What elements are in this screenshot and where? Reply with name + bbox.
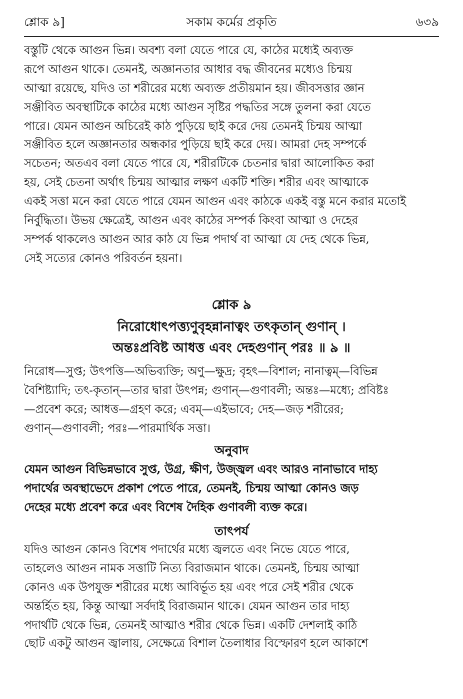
paragraph-line: সচেতন; অতএব বলা যেতে পারে যে, শরীরটিকে চেতনার দ্বারা আলোকিত করা bbox=[24, 157, 375, 171]
purport-line: ছোট একটু আগুন জ্বালায়, সেক্ষেত্রে বিশাল তৈলাধার বিস্ফোরণ হলে আকাশে bbox=[24, 637, 369, 651]
paragraph-line: হয়, সেই চেতনা অর্থাৎ চিন্ময় আত্মার লক্ষণ একটি শক্তি। শরীর এবং আত্মাকে bbox=[24, 176, 369, 190]
paragraph-line: পারে। যেমন আগুন অচিরেই কাঠ পুড়িয়ে ছাই করে দেয় তেমনই চিন্ময় আত্মা bbox=[24, 119, 363, 133]
page-number: ৬৩৯ bbox=[415, 15, 439, 29]
purport-heading: তাৎপর্য bbox=[214, 524, 249, 538]
synonyms-paragraph bbox=[24, 363, 439, 439]
purport-line: কোনও এক উপযুক্ত শরীরের মধ্যে আবির্ভূত হয় এবং পরে সেই শরীর থেকে bbox=[24, 580, 354, 594]
paragraph-line: একই সত্তা মনে করা যেতে পারে যেমন আগুন এবং কাঠকে একই বস্তু মনে করার মতোই bbox=[24, 195, 407, 209]
purport-paragraph bbox=[24, 541, 439, 654]
paragraph-line: সঞ্জীবিত অবস্থাটিকে কাঠের মধ্যে আগুন সৃষ্টির পদ্ধতির সঙ্গে তুলনা করা যেতে bbox=[24, 100, 371, 114]
translation-heading: অনুবাদ bbox=[214, 443, 249, 457]
paragraph-line: রূপে আগুন থাকে। তেমনই, অজ্ঞানতার আধার বদ্ধ জীবনের মধ্যেও চিন্ময় bbox=[24, 62, 352, 76]
synonyms-line: —প্রবেশ করে; আধত্ত—গ্রহণ করে; এবম্—এইভাবে; দেহ—জড় শরীরের; bbox=[24, 402, 344, 416]
chapter-title: সকাম কর্মের প্রকৃতি bbox=[186, 15, 277, 29]
paragraph-line: আত্মা রয়েছে, যদিও তা শরীরের মধ্যে অব্যক্ত প্রতীয়মান হয়। জীবসত্তার জ্ঞান bbox=[24, 81, 365, 95]
purport-line: তাহলেও আগুন নামক সত্তাটি নিত্য বিরাজমান থাকে। তেমনই, চিন্ময় আত্মা bbox=[24, 561, 360, 575]
translation-line: দেহের মধ্যে প্রবেশ করে এবং বিশেষ দৈহিক গুণাবলী ব্যক্ত করে। bbox=[24, 499, 308, 514]
paragraph-line: সম্পর্ক থাকলেও আগুন আর কাঠ যে ভিন্ন পদার্থ বা আত্মা যে দেহ থেকে ভিন্ন, bbox=[24, 232, 370, 246]
paragraph-line: সেই সত্যের কোনও পরিবর্তন হয়না। bbox=[24, 251, 183, 265]
purport-line: অন্তর্হিত হয়, কিন্তু আত্মা সর্বদাই বিরাজমান থাকে। যেমন আগুন তার দাহ্য bbox=[24, 599, 350, 613]
synonyms-line: নিরোধ—সুপ্ত; উৎপত্তি—অভিব্যক্তি; অণু—ক্ষুদ্র; বৃহৎ—বিশাল; নানাত্বম্—বিভিন্ন bbox=[24, 365, 378, 378]
verse-heading: শ্লোক ৯ bbox=[211, 298, 252, 313]
page-header bbox=[24, 14, 439, 32]
synonyms-line: গুণান্—গুণাবলী; পরঃ—পারমার্থিক সত্তা। bbox=[24, 421, 211, 435]
verse-reference: শ্লোক ৯] bbox=[24, 15, 65, 29]
paragraph-line: সঞ্জীবিত হলে অজ্ঞানতার অন্ধকার পুড়িয়ে ছাই করে দেয়। আমরা দেহ সম্পর্কে bbox=[24, 138, 367, 152]
verse-line: নিরোধোৎপত্ত্যণুবৃহন্নানাত্বং তৎকৃতান্ গুণান্ । bbox=[117, 320, 346, 335]
synonyms-line: বৈশিষ্ট্যাদি; তৎ-কৃতান্—তার দ্বারা উৎপন্ন; গুণান্—গুণাবলী; অন্তঃ—মধ্যে; প্রবিষ্টঃ bbox=[24, 383, 389, 397]
translation-line: পদার্থের অবস্থাভেদে প্রকাশ পেতে পারে, তেমনই, চিন্ময় আত্মা কোনও জড় bbox=[24, 480, 359, 495]
translation-paragraph bbox=[24, 460, 439, 517]
translation-line: যেমন আগুন বিভিন্নভাবে সুপ্ত, উগ্র, ক্ষীণ, উজ্জ্বল এবং আরও নানাভাবে দাহ্য bbox=[24, 462, 378, 476]
verse-line: অন্তঃপ্রবিষ্ট আধত্ত এবং দেহগুণান্ পরঃ ॥ ৯ ॥ bbox=[112, 341, 351, 356]
header-rule bbox=[24, 36, 439, 37]
intro-paragraph bbox=[24, 42, 439, 269]
purport-line: পদার্থটি থেকে ভিন্ন, তেমনই আত্মাও শরীর থেকে ভিন্ন। একটি দেশলাই কাঠি bbox=[24, 618, 358, 632]
purport-line: যদিও আগুন কোনও বিশেষ পদার্থের মধ্যে জ্বলতে এবং নিভে যেতে পারে, bbox=[24, 543, 350, 556]
paragraph-line: নির্বুদ্ধিতা। উভয় ক্ষেত্রেই, আগুন এবং কাঠের সম্পর্ক কিংবা আত্মা ও দেহের bbox=[24, 214, 358, 228]
paragraph-line: বস্তুটি থেকে আগুন ভিন্ন। অবশ্য বলা যেতে পারে যে, কাঠের মধ্যেই অব্যক্ত bbox=[24, 44, 353, 57]
